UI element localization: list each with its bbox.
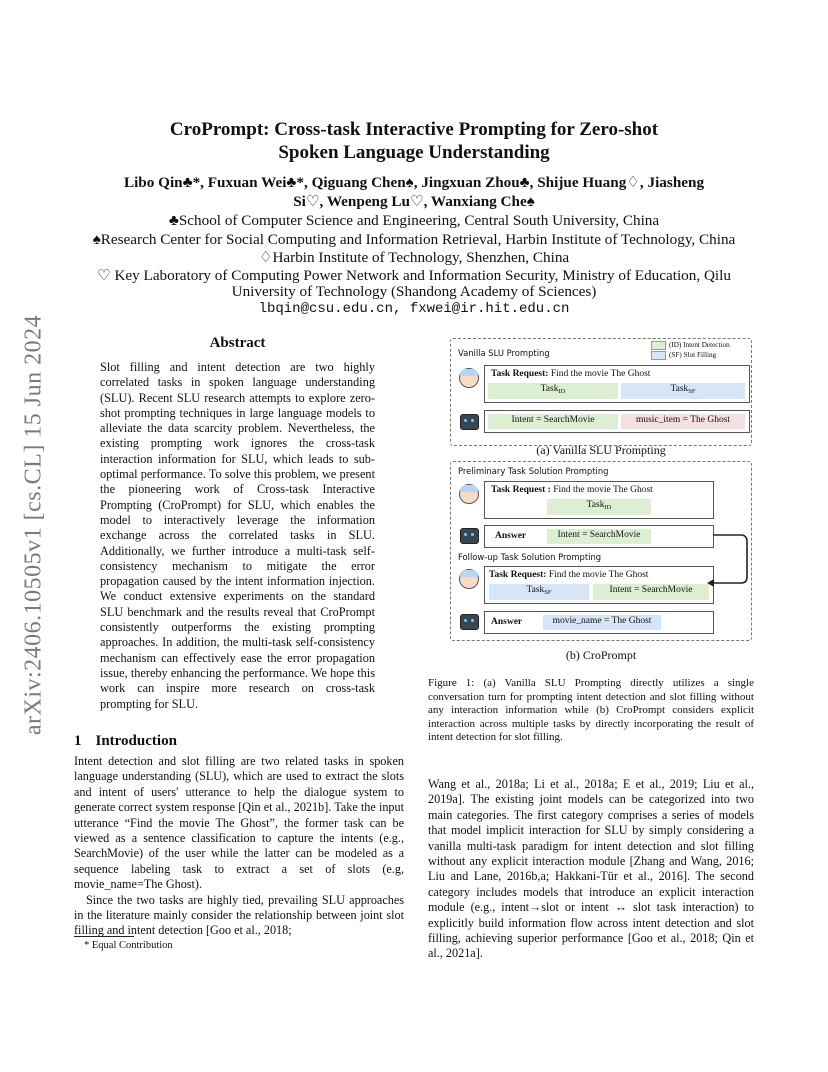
legend-slot-text: (SF) Slot Filling — [669, 351, 717, 360]
interaction-arrow-head — [707, 579, 714, 587]
abstract-body: Slot filling and intent detection are two highly correlated tasks in spoken language understanding (SLU). Recent SLU research attempts to explore zero-shot prompting techniques in large language models to alleviate the data scarcity problem. Nevertheless, the existing prompting work ignores the cross-task interaction information for SLU, which leads to sub-optimal performance. To solve this problem, we present the pioneering work of Cross-task Interactive Prompting (CroPrompt) for SLU, which enables the model to interactively leverage the information exchange across the correlated tasks in SLU. Additionally, we further introduce a multi-task self-consistency mechanism to mitigate the error propagation caused by the intent information injection. We conduct extensive experiments on the standard SLU benchmark and the results reveal that CroPrompt consistently outperforms the existing prompting approaches. In addition, the multi-task self-consistency mechanism can effectively ease the error propagation issue, thereby enhancing the performance. We hope this work can inspire more research on cross-task prompting for SLU. — [100, 360, 375, 711]
author-line-2: Si♡, Wenpeng Lu♡, Wanxiang Che♠ — [293, 193, 535, 210]
legend-slot — [651, 351, 716, 360]
task-sf-sub: SF — [688, 388, 696, 395]
title-line-1: CroPrompt: Cross-task Interactive Prompting for Zero-shot — [169, 119, 659, 140]
prelim-task-id-sub: ID — [604, 504, 612, 511]
vanilla-answer-box — [484, 410, 750, 433]
prelim-task-id-label: Task — [586, 500, 605, 510]
footnote-rule — [74, 936, 134, 937]
panel-b-caption: (b) CroPrompt — [565, 648, 637, 662]
interaction-arrow-path — [709, 535, 747, 583]
followup-slot-output: movie_name = The Ghost — [543, 615, 661, 630]
followup-task-sf-sub: SF — [544, 589, 552, 596]
prelim-request-label: Task Request : — [491, 485, 551, 495]
section-title: Introduction — [95, 733, 177, 749]
panel-vanilla — [450, 338, 752, 446]
task-sf-cell — [621, 383, 745, 399]
followup-answer-label: Answer — [491, 617, 523, 627]
right-column-text: Wang et al., 2018a; Li et al., 2018a; E et al., 2019; Liu et al., 2019a]. The existing joint models can be categorized into two main categories. The first category comprises a series of models that model implicit interaction for SLU by simply considering a vanilla multi-task paradigm for intent detection and slot filling without any explicit interaction module [Zhang and Wang, 2016; Liu and Lane, 2016b,a; Hakkani-Tür et al., 2016]. The second category includes models that introduce an explicit interaction module (e.g., intent→slot or intent ↔ slot task interaction) to explicitly build information flow across intent detection and slot filling, achieving superior performance [Goo et al., 2018; Qin et al., 2021a]. — [428, 777, 754, 961]
followup-request-label: Task Request: — [489, 570, 547, 580]
arxiv-stamp-text: arXiv:2406.10505v1 [cs.CL] 15 Jun 2024 — [20, 314, 47, 736]
panel-croprompt — [450, 461, 752, 641]
affiliation-2: ♠Research Center for Social Computing and Information Retrieval, Harbin Institute of Technology, China — [92, 231, 736, 248]
section-heading-introduction — [74, 733, 177, 750]
affiliation-5: University of Technology (Shandong Academy of Sciences) — [231, 283, 597, 300]
task-id-cell — [488, 383, 618, 399]
followup-intent-cell: Intent = SearchMovie — [593, 584, 709, 600]
followup-task-sf-label: Task — [526, 585, 545, 595]
author-emails: lbqin@csu.edu.cn, fxwei@ir.hit.edu.cn — [258, 301, 570, 317]
task-id-sub: ID — [558, 388, 566, 395]
followup-title: Follow-up Task Solution Prompting — [458, 552, 602, 562]
prelim-intent-output: Intent = SearchMovie — [547, 529, 651, 544]
section-number: 1 — [74, 733, 82, 749]
slot-output-wrong: music_item = The Ghost — [621, 414, 745, 429]
task-request-label: Task Request: — [491, 369, 549, 379]
intro-paragraph-2: Since the two tasks are highly tied, prevailing SLU approaches in the literature mainly consider the relationship between joint slot filling and intent detection [Goo et al., 2018; — [74, 892, 404, 938]
footnote: * Equal Contribution — [84, 940, 173, 951]
followup-request-text: Find the movie The Ghost — [548, 570, 649, 580]
legend-intent-text: (ID) Intent Detection — [669, 341, 730, 350]
interaction-arrow — [451, 462, 751, 640]
arxiv-stamp — [10, 290, 58, 760]
intent-output: Intent = SearchMovie — [488, 414, 618, 429]
user-avatar-icon — [459, 368, 479, 388]
legend-swatch-intent — [651, 341, 666, 350]
legend-intent — [651, 341, 730, 350]
prelim-request-text: Find the movie The Ghost — [553, 485, 653, 495]
task-id-label: Task — [540, 384, 559, 394]
affiliation-4: ♡ Key Laboratory of Computing Power Network and Information Security, Ministry of Education, Qilu — [97, 267, 731, 284]
title-line-2: Spoken Language Understanding — [278, 142, 550, 163]
prelim-title: Preliminary Task Solution Prompting — [458, 466, 609, 476]
abstract-heading: Abstract — [209, 335, 266, 351]
robot-icon — [460, 414, 479, 430]
paper-title — [100, 118, 728, 164]
intro-text — [74, 754, 404, 939]
task-sf-label: Task — [670, 384, 689, 394]
figure-1 — [448, 338, 754, 662]
legend-swatch-slot — [651, 351, 666, 360]
panel-a-caption: (a) Vanilla SLU Prompting — [536, 443, 666, 457]
task-request-text: Find the movie The Ghost — [550, 369, 651, 379]
author-line-1: Libo Qin♣*, Fuxuan Wei♣*, Qiguang Chen♠, Jingxuan Zhou♣, Shijue Huang♢, Jiasheng — [123, 174, 705, 191]
intro-paragraph-1: Intent detection and slot filling are two related tasks in spoken language understanding (SLU), which are used to extract the slots and intent of users' utterance to help the dialogue system to generate correct system response [Qin et al., 2021b]. Take the input utterance “Find the movie The Ghost”, the former task can be viewed as a sentence classification to capture the intents (e.g., SearchMovie) of the user while the latter can be modeled as a sequence labeling task to extract a set of slots (e.g, movie_name=The Ghost). — [74, 754, 404, 892]
author-list — [80, 173, 748, 211]
figure-caption: Figure 1: (a) Vanilla SLU Prompting directly utilizes a single conversation turn for prompting intent detection and slot filling without any interaction information while (b) CroPrompt considers explicit interaction across multiple tasks by directly incorporating the result of intent detection for slot filling. — [428, 677, 754, 744]
panel-a-title: Vanilla SLU Prompting — [458, 348, 550, 358]
task-request-box — [484, 365, 750, 403]
affiliation-1: ♣School of Computer Science and Engineering, Central South University, China — [168, 212, 660, 229]
affiliation-3: ♢Harbin Institute of Technology, Shenzhen, China — [258, 249, 570, 266]
prelim-answer-label: Answer — [495, 531, 527, 541]
